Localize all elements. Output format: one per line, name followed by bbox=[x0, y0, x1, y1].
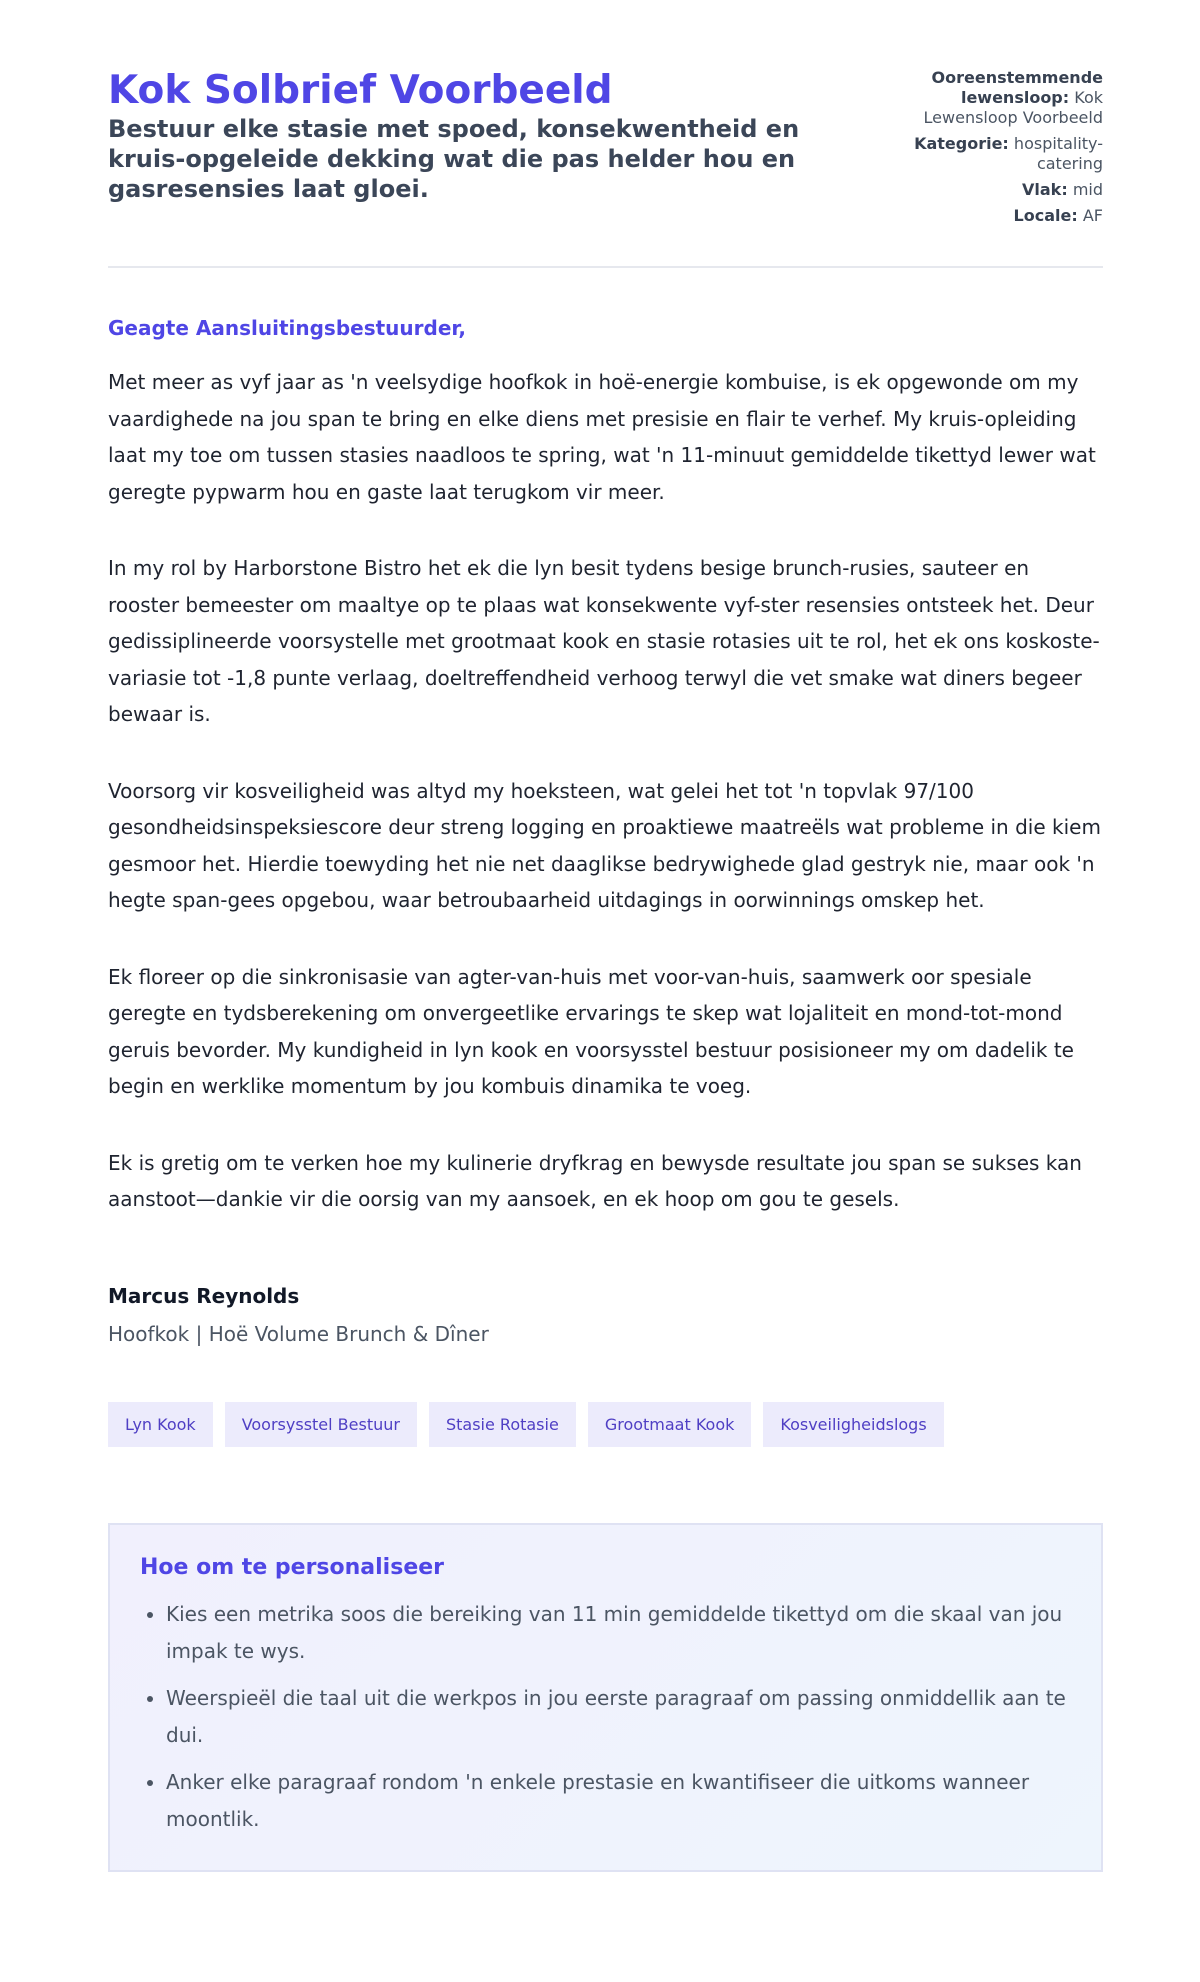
skill-tags bbox=[108, 1402, 1103, 1447]
letter-paragraph: In my rol by Harborstone Bistro het ek die lyn besit tydens besige brunch-rusies, sauteer en rooster bemeester om maaltye op te plaas wat konsekwente vyf-ster resensies ontsteek het. Deur gedissiplineerde voorsystelle met grootmaat kook en stasie rotasies uit te rol, het ek ons koskoste-variasie tot -1,8 punte verlaag, doeltreffendheid verhoog terwyl die vet smake wat diners begeer bewaar is. bbox=[108, 556, 1100, 726]
title-block bbox=[108, 68, 868, 204]
skill-tag: Stasie Rotasie bbox=[429, 1402, 576, 1447]
salutation: Geagte Aansluitingsbestuurder, bbox=[108, 316, 466, 340]
meta-value: mid bbox=[1072, 180, 1103, 199]
signature-name: Marcus Reynolds bbox=[108, 1283, 300, 1308]
meta-value: AF bbox=[1082, 206, 1103, 225]
letter-paragraph: Ek is gretig om te verken hoe my kulinerie dryfkrag en bewysde resultate jou span se sukses kan aanstoot—dankie vir die oorsig van my aansoek, en ek hoop om gou te gesels. bbox=[108, 1150, 1082, 1211]
meta-label: Locale: bbox=[1013, 206, 1078, 225]
meta-category bbox=[893, 134, 1103, 174]
skill-tag: Lyn Kook bbox=[108, 1402, 213, 1447]
meta-label: Ooreenstemmende lewensloop: bbox=[931, 68, 1103, 107]
skill-tag: Voorsysstel Bestuur bbox=[225, 1402, 417, 1447]
meta-label: Kategorie: bbox=[914, 134, 1009, 153]
meta-matching-resume bbox=[893, 68, 1103, 128]
signature-title: Hoofkok | Hoë Volume Brunch & Dîner bbox=[108, 1321, 489, 1346]
tip-item: • Weerspieël die taal uit die werkpos in jou eerste paragraaf om passing onmiddellik aan te dui. bbox=[166, 1680, 1071, 1754]
skill-tag: Kosveiligheidslogs bbox=[763, 1402, 943, 1447]
meta-locale bbox=[893, 206, 1103, 226]
tips-list bbox=[140, 1596, 1071, 1838]
page-title: Kok Solbrief Voorbeeld bbox=[108, 68, 613, 113]
letter-paragraph: Ek floreer op die sinkronisasie van agter-van-huis met voor-van-huis, saamwerk oor spesiale geregte en tydsberekening om onvergeetlike ervarings te skep wat lojaliteit en mond-tot-mond geruis bevorder. My kundigheid in lyn kook en voorsysstel bestuur posisioneer my om dadelik te begin en werklike momentum by jou kombuis dinamika te voeg. bbox=[108, 964, 1074, 1098]
tips-title: Hoe om te personaliseer bbox=[140, 1554, 445, 1580]
page-subtitle: Bestuur elke stasie met spoed, konsekwentheid en kruis-opgeleide dekking wat die pas helder hou en gasresensies laat gloei. bbox=[108, 115, 800, 203]
meta-level bbox=[893, 180, 1103, 200]
tip-item: • Kies een metrika soos die bereiking van 11 min gemiddelde tikettyd om die skaal van jou impak te wys. bbox=[166, 1596, 1071, 1670]
meta-label: Vlak: bbox=[1022, 180, 1068, 199]
meta-value: Kok Lewensloop Voorbeeld bbox=[923, 88, 1103, 127]
personalize-tips-box bbox=[108, 1523, 1103, 1872]
metadata-panel bbox=[893, 68, 1103, 232]
tip-item: • Anker elke paragraaf rondom 'n enkele prestasie en kwantifiseer die uitkoms wanneer moontlik. bbox=[166, 1764, 1071, 1838]
skill-tag: Grootmaat Kook bbox=[588, 1402, 752, 1447]
meta-value: hospitality-catering bbox=[1013, 134, 1103, 173]
letter-paragraph: Met meer as vyf jaar as 'n veelsydige hoofkok in hoë-energie kombuise, is ek opgewonde om my vaardighede na jou span te bring en elke diens met presisie en flair te verhef. My kruis-opleiding laat my toe om tussen stasies naadloos te spring, wat 'n 11-minuut gemiddelde tikettyd lewer wat geregte pypwarm hou en gaste laat terugkom vir meer. bbox=[108, 370, 1096, 504]
header bbox=[108, 68, 1103, 268]
letter-paragraph: Voorsorg vir kosveiligheid was altyd my hoeksteen, wat gelei het tot 'n topvlak 97/100 gesondheidsinspeksiescore deur streng logging en proaktiewe maatreëls wat probleme in die kiem gesmoor het. Hierdie toewyding het nie net daaglikse bedrywighede glad gestryk nie, maar ook 'n hegte span-gees opgebou, waar betroubaarheid uitdagings in oorwinnings omskep het. bbox=[108, 778, 1101, 912]
